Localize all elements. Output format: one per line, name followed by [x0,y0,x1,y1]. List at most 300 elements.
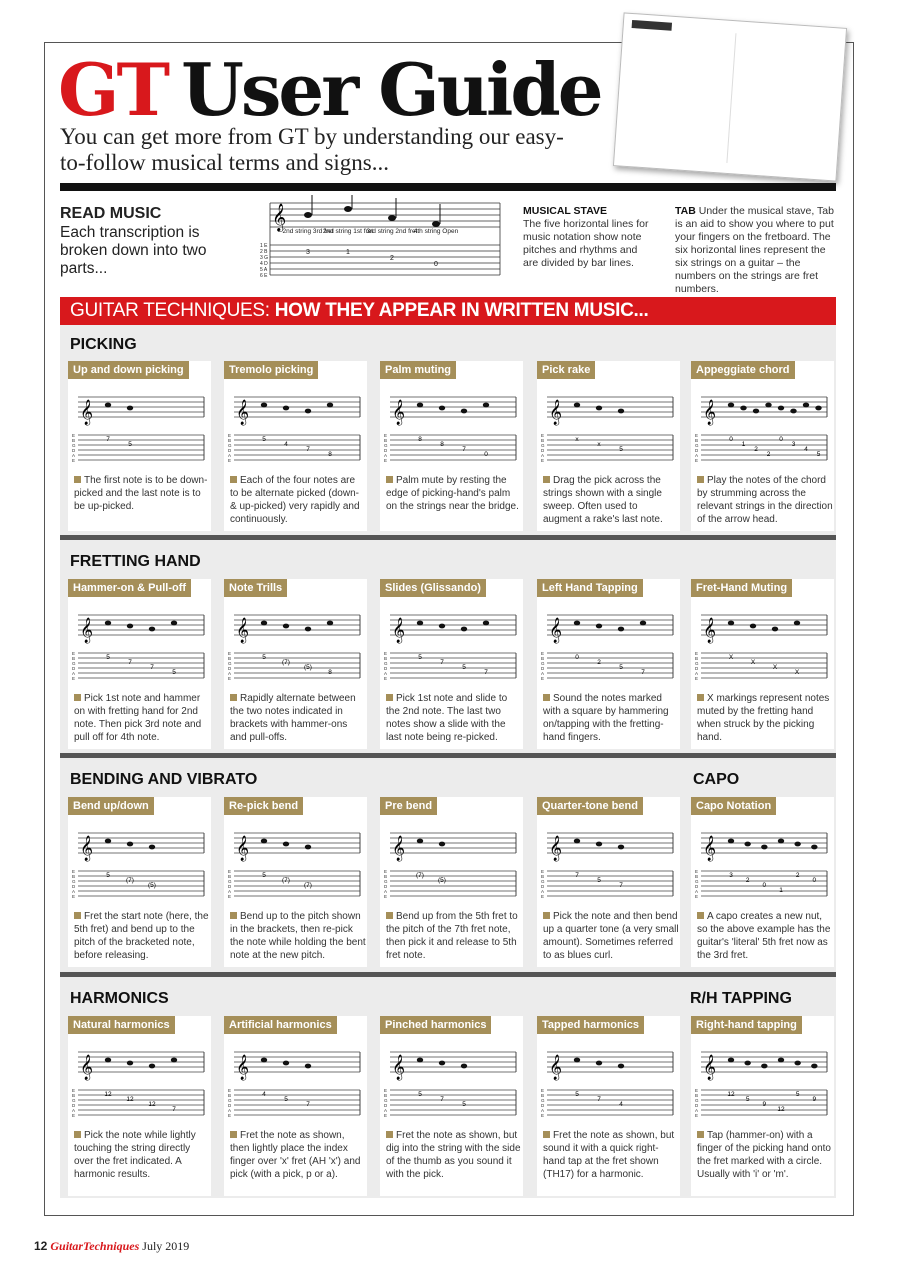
tab-number: 5 [128,441,132,448]
svg-text:E: E [541,458,545,463]
tab-number: (7) [416,872,424,879]
tab-number: 5 [262,436,266,443]
technique-title: Up and down picking [68,361,189,379]
note-head [439,624,445,629]
note-head [261,1058,267,1063]
svg-text:A: A [228,889,232,894]
tab-number: 1 [346,249,350,256]
treble-clef-icon: 𝄞 [549,400,563,425]
notation-stave [695,603,830,685]
svg-text:B: B [695,438,699,443]
note-head [283,842,289,847]
tab-number: 0 [779,436,783,443]
bullet-square-icon [386,1131,393,1138]
notation-stave [72,603,207,685]
note-head [574,1058,580,1063]
svg-text:E: E [695,894,699,899]
tab-number: 1 [741,441,746,448]
note-head [417,839,423,844]
svg-text:D: D [541,884,545,889]
note-head [305,409,311,414]
tab-number: 5 [106,654,110,661]
svg-text:G: G [541,661,545,666]
svg-text:D: D [228,1103,232,1108]
svg-text:A: A [228,671,232,676]
svg-text:D: D [384,884,388,889]
tab-number: (7) [282,877,290,884]
note-head [811,1064,817,1069]
svg-text:D: D [384,448,388,453]
section-capo: CAPO [693,771,740,788]
notation-stave [541,1040,676,1122]
note-head [461,409,467,414]
example-stave [260,195,510,280]
svg-text:D: D [72,884,76,889]
svg-text:A: A [72,1108,76,1113]
note-head [574,403,580,408]
row-divider [60,535,836,540]
svg-text:E: E [384,1088,388,1093]
svg-text:B: B [72,874,76,879]
svg-text:D: D [228,666,232,671]
tab-number: 5 [816,451,821,458]
tab-number: 7 [440,1096,444,1103]
technique-title: Artificial harmonics [224,1016,337,1034]
bullet-square-icon [543,912,550,919]
svg-text:A: A [384,671,388,676]
note-head [127,624,133,629]
svg-text:D: D [695,884,699,889]
note-head [283,1061,289,1066]
bullet-square-icon [697,476,704,483]
svg-text:E: E [541,651,545,656]
tab-number: 2 [390,255,394,262]
svg-text:G: G [384,661,388,666]
svg-text:G: G [72,661,76,666]
technique-description: Tap (hammer-on) with a finger of the picking hand onto the fret marked with a circle. Usually with 'i' or 'm'. [697,1130,831,1180]
note-head [618,409,624,414]
svg-text:B: B [384,874,388,879]
note-head [640,621,646,626]
tab-number: 2 [795,872,800,879]
notation-stave [72,821,207,903]
technique-description: Fret the note as shown, but sound it with a quick right-hand tap at the fret shown (TH17) for a harmonic. [543,1130,675,1180]
note-head [811,845,817,850]
tab-number: (7) [126,877,134,884]
svg-text:E: E [72,676,76,681]
svg-text:A: A [541,671,545,676]
bullet-square-icon [230,694,237,701]
technique-description: Fret the start note (here, the 5th fret) and bend up to the pitch of the bracketed note, before releasing. [74,911,209,961]
treble-clef-icon: 𝄞 [80,618,94,643]
bullet-square-icon [386,694,393,701]
treble-clef-icon: 𝄞 [549,836,563,861]
note-head [794,621,800,626]
notation-stave [695,385,830,467]
svg-text:A: A [384,1108,388,1113]
svg-text:E: E [72,651,76,656]
row-divider [60,753,836,758]
technique-title: Bend up/down [68,797,154,815]
technique-panel [224,579,367,749]
string-letter: 5 A [260,267,268,273]
technique-title: Right-hand tapping [691,1016,802,1034]
svg-text:E: E [72,433,76,438]
technique-panel [68,361,211,531]
treble-clef-icon: 𝄞 [703,400,717,425]
svg-text:G: G [72,1098,76,1103]
svg-text:E: E [228,869,232,874]
tab-number: 9 [812,1096,817,1103]
technique-description: Rapidly alternate between the two notes indicated in brackets with hammer-ons and pull-offs. [230,693,356,743]
techniques-banner: GUITAR TECHNIQUES: HOW THEY APPEAR IN WRITTEN MUSIC... [60,297,836,325]
treble-clef-icon: 𝄞 [549,1055,563,1080]
note-head [483,403,489,408]
tab-number: 7 [641,669,645,676]
tab-number: 12 [777,1106,785,1113]
technique-title: Pre bend [380,797,437,815]
note-head [439,842,445,847]
technique-description: Play the notes of the chord by strumming across the relevant strings in the direction of the arrow head. [697,475,833,525]
section-fretting-hand: FRETTING HAND [70,553,201,570]
tab-number: 3 [306,249,310,256]
technique-title: Pinched harmonics [380,1016,491,1034]
notation-stave [695,1040,830,1122]
treble-clef-icon: 𝄞 [392,836,406,861]
note-head [261,403,267,408]
tab-number: X [772,664,778,671]
bullet-square-icon [230,912,237,919]
bullet-square-icon [74,694,81,701]
note-head [149,627,155,632]
stave-label: 4th string Open [413,228,459,235]
bullet-square-icon [543,694,550,701]
svg-text:E: E [695,433,699,438]
svg-text:E: E [72,869,76,874]
technique-panel [691,579,834,749]
svg-text:G: G [541,443,545,448]
tab-number: 0 [812,877,817,884]
tab-number: 5 [619,446,623,453]
tab-number: 1 [779,887,783,894]
svg-text:E: E [541,1113,545,1118]
svg-text:G: G [695,661,699,666]
svg-text:E: E [228,894,232,899]
tab-number: 2 [766,451,771,458]
technique-description: X markings represent notes muted by the fretting hand when struck by the picking hand. [697,693,830,743]
tab-number: 3 [791,441,796,448]
note-head [261,621,267,626]
tab-number: 7 [484,669,488,676]
tab-number: 2 [597,659,601,666]
bullet-square-icon [697,1131,704,1138]
note-head [483,621,489,626]
technique-title: Tapped harmonics [537,1016,644,1034]
notation-stave [541,385,676,467]
svg-text:A: A [695,671,699,676]
svg-text:E: E [384,433,388,438]
bullet-square-icon [230,1131,237,1138]
treble-clef-icon: 𝄞 [80,1055,94,1080]
note-head [728,839,734,844]
svg-text:B: B [384,656,388,661]
svg-text:D: D [695,1103,699,1108]
tab-number: 5 [619,664,623,671]
note-head [305,627,311,632]
svg-text:E: E [228,458,232,463]
bullet-square-icon [230,476,237,483]
tab-number: X [750,659,756,666]
note-head [750,624,756,629]
svg-text:D: D [541,666,545,671]
svg-text:E: E [695,1113,699,1118]
treble-clef-icon: 𝄞 [549,618,563,643]
svg-text:B: B [541,874,545,879]
svg-text:B: B [228,874,232,879]
technique-description: Bend up from the 5th fret to the pitch of the 7th fret note, then pick it and release to 5th fret note. [386,911,518,961]
note-head [127,842,133,847]
svg-text:G: G [541,1098,545,1103]
technique-panel [537,579,680,749]
svg-text:G: G [228,879,232,884]
svg-text:E: E [695,651,699,656]
technique-panel [380,797,523,967]
tab-number: 7 [440,659,444,666]
note-head [283,406,289,411]
note-head [744,842,750,847]
note-head [740,406,746,411]
technique-description: A capo creates a new nut, so the above example has the guitar's 'literal' 5th fret now as the 3rd fret. [697,911,831,961]
technique-panel [380,1016,523,1196]
svg-text:E: E [228,1088,232,1093]
svg-text:B: B [228,656,232,661]
note-head [728,621,734,626]
svg-text:D: D [72,448,76,453]
bullet-square-icon [74,912,81,919]
note-head [171,621,177,626]
technique-title: Quarter-tone bend [537,797,643,815]
tab-number: 5 [575,1091,579,1098]
read-music-body: Each transcription is broken down into two parts... [60,224,207,277]
note-head [794,1061,800,1066]
treble-clef-icon: 𝄞 [703,836,717,861]
technique-title: Hammer-on & Pull-off [68,579,191,597]
tab-number: (5) [304,664,312,671]
tab-number: 3 [729,872,733,879]
tab-number: X [728,654,734,661]
svg-text:A: A [72,889,76,894]
treble-clef-icon: 𝄞 [80,836,94,861]
note-head [778,406,784,411]
svg-text:B: B [695,874,699,879]
notation-stave [541,603,676,685]
tab-number: 0 [575,654,579,661]
svg-text:E: E [72,1113,76,1118]
technique-description: Bend up to the pitch shown in the brackets, then re-pick the note while holding the bent note at the new pitch. [230,911,366,961]
svg-text:D: D [384,666,388,671]
technique-panel [380,361,523,531]
bullet-square-icon [543,1131,550,1138]
technique-title: Palm muting [380,361,456,379]
svg-text:E: E [384,676,388,681]
svg-text:D: D [695,666,699,671]
svg-text:E: E [384,651,388,656]
bullet-square-icon [543,476,550,483]
magazine-thumbnail [613,12,847,181]
tab-number: 7 [462,446,466,453]
note-head [171,1058,177,1063]
notation-stave [384,1040,519,1122]
svg-text:G: G [695,443,699,448]
tab-number: 7 [306,1101,310,1108]
technique-panel [68,1016,211,1196]
svg-text:G: G [228,1098,232,1103]
svg-text:B: B [72,438,76,443]
tab-number: 8 [328,451,332,458]
note-head [790,409,796,414]
svg-text:G: G [228,661,232,666]
tab-number: 4 [262,1091,266,1098]
svg-text:D: D [72,1103,76,1108]
svg-text:D: D [228,884,232,889]
technique-description: Pick 1st note and hammer on with fretting hand for 2nd note. Then pick 3rd note and pull off for 4th note. [74,693,202,743]
note-head [574,839,580,844]
treble-clef-icon: 𝄞 [236,618,250,643]
technique-panel [537,797,680,967]
note-head [261,839,267,844]
svg-text:A: A [541,1108,545,1113]
note-head [417,1058,423,1063]
technique-title: Pick rake [537,361,595,379]
note-head [461,627,467,632]
svg-text:G: G [695,1098,699,1103]
bullet-square-icon [386,912,393,919]
svg-text:A: A [384,453,388,458]
tab-number: X [794,669,800,676]
svg-text:A: A [72,671,76,676]
technique-description: Pick the note and then bend up a quarter tone (a very small amount). Sometimes referred to as blues curl. [543,911,679,961]
svg-text:E: E [541,1088,545,1093]
treble-clef-icon: 𝄞 [236,836,250,861]
technique-title: Slides (Glissando) [380,579,486,597]
tab-number: 7 [597,1096,601,1103]
tab-number: 0 [762,882,767,889]
tab-number: (5) [438,877,446,884]
note-head [794,842,800,847]
section-rh-tapping: R/H TAPPING [690,990,792,1007]
technique-panel [691,797,834,967]
technique-panel [537,1016,680,1196]
stave-label: 2nd string 1st fret [322,228,374,235]
stave-label: 2nd string 3rd fret [282,228,334,235]
row-divider [60,972,836,977]
svg-text:B: B [228,438,232,443]
string-letter: 3 G [260,255,269,261]
note-head [744,1061,750,1066]
tab-number: (7) [304,882,312,889]
svg-text:D: D [228,448,232,453]
svg-text:D: D [695,448,699,453]
header-divider [60,183,836,191]
svg-text:E: E [541,869,545,874]
svg-text:E: E [384,458,388,463]
technique-description: Pick the note while lightly touching the string directly over the fret indicated. A harmonic results. [74,1130,196,1180]
svg-text:G: G [72,443,76,448]
svg-text:B: B [541,656,545,661]
page-title: GT User Guide [58,47,601,132]
svg-text:E: E [228,676,232,681]
note-head [105,403,111,408]
svg-text:A: A [695,453,699,458]
bullet-square-icon [74,476,81,483]
notation-stave [228,385,363,467]
section-bending: BENDING AND VIBRATO [70,771,258,788]
svg-text:B: B [695,1093,699,1098]
svg-text:D: D [541,1103,545,1108]
technique-panel [68,579,211,749]
svg-text:A: A [541,453,545,458]
bullet-square-icon [697,694,704,701]
tab-number: 5 [795,1091,800,1098]
note-head [283,624,289,629]
section-harmonics: HARMONICS [70,990,169,1007]
svg-text:A: A [695,1108,699,1113]
note-head [618,627,624,632]
note-head [439,406,445,411]
svg-text:G: G [228,443,232,448]
tab-number: 5 [262,654,266,661]
tab-number: 7 [575,872,579,879]
svg-text:E: E [541,894,545,899]
svg-text:G: G [384,443,388,448]
svg-text:B: B [384,438,388,443]
tab-number: 5 [418,1091,422,1098]
svg-text:D: D [384,1103,388,1108]
treble-clef-icon: 𝄞 [392,400,406,425]
tab-number: 4 [619,1101,623,1108]
svg-text:B: B [695,656,699,661]
treble-clef-icon: 𝄞 [80,400,94,425]
svg-text:G: G [384,1098,388,1103]
note-head [761,845,767,850]
tab-number: 7 [306,446,310,453]
note-head [417,621,423,626]
note-head [728,403,734,408]
svg-text:B: B [72,656,76,661]
svg-text:A: A [72,453,76,458]
svg-text:E: E [72,894,76,899]
note-head [596,406,602,411]
svg-text:E: E [384,1113,388,1118]
technique-title: Natural harmonics [68,1016,175,1034]
svg-text:B: B [541,1093,545,1098]
svg-text:D: D [541,448,545,453]
bullet-square-icon [74,1131,81,1138]
note-head [765,403,771,408]
musical-stave-info: MUSICAL STAVE The five horizontal lines for music notation show note pitches and rhythms and are divided by bar lines. [523,205,649,269]
technique-description: Pick 1st note and slide to the 2nd note. The last two notes show a slide with the last note being re-picked. [386,693,508,743]
notation-stave [384,385,519,467]
technique-description: Each of the four notes are to be alternate picked (down- & up-picked) very rapidly and continuously. [230,475,360,525]
notation-stave [384,821,519,903]
tab-info: TAB Under the musical stave, Tab is an aid to show you where to put your fingers on the fretboard. The six horizontal lines represent the six strings on a guitar – the numbers on the strings are fret numbers. [675,205,834,295]
note-head [596,842,602,847]
notation-stave [695,821,830,903]
tab-number: 4 [804,446,808,453]
tab-number: 5 [418,654,422,661]
note-head [596,1061,602,1066]
note-head [618,845,624,850]
